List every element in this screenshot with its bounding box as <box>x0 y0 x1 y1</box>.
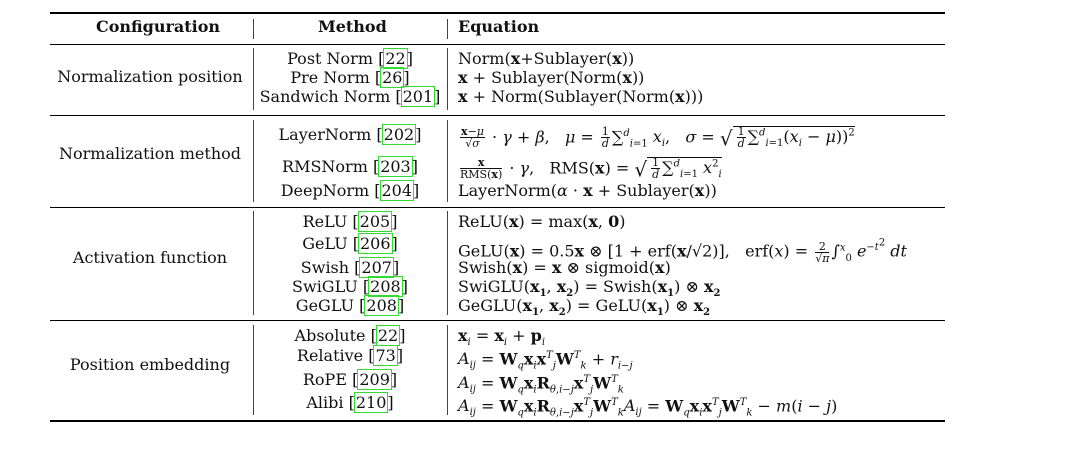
method-cell: RoPE [209] <box>302 370 398 389</box>
citation-link[interactable]: 206 <box>360 234 391 253</box>
top-rule <box>50 12 945 14</box>
header-method: Method <box>318 17 387 36</box>
header-equation: Equation <box>458 17 540 36</box>
method-cell: Swish [207] <box>300 258 400 277</box>
citation-link[interactable]: 202 <box>383 125 415 144</box>
group-label-normalization-method: Normalization method <box>58 144 241 163</box>
equation-relative: $A_{ij} = W_qx_ix^T_jW^T_k + r_{i-j}$ <box>458 349 633 372</box>
citation-link[interactable]: 208 <box>366 296 397 315</box>
method-cell: GeLU [206] <box>302 234 398 253</box>
method-name: Absolute <box>294 326 366 345</box>
equation-relu: ReLU(x) = max(x, 0) <box>458 212 626 231</box>
citation-link[interactable]: 22 <box>377 326 399 345</box>
equation-alibi: $A_{ij} = W_qx_iR_{\theta,i-j}x^T_jW^T_kA_{ij} = W_qx_ix^T_jW^T_k - m(i - j)$ <box>458 396 838 419</box>
method-cell: Alibi [210] <box>306 393 394 412</box>
separator-header-1 <box>253 19 254 39</box>
equation-geglu: $GeGLU(x_1$, $x_2$) = $GeLU(x_1)$ ⊗ $x_2$ <box>458 296 711 319</box>
method-cell: Pre Norm [26] <box>290 68 410 87</box>
group-label-activation-function: Activation function <box>72 248 228 267</box>
method-cell: GeGLU [208] <box>295 296 405 315</box>
method-name: Pre Norm <box>290 68 370 87</box>
header-configuration: Configuration <box>96 17 221 36</box>
method-cell: Absolute [22] <box>294 326 406 345</box>
method-name: Post Norm <box>287 49 373 68</box>
header-rule <box>50 44 945 45</box>
method-cell: Post Norm [22] <box>287 49 413 68</box>
equation-absolute: $x_i = x_i + p_i$ <box>458 326 546 349</box>
equation-layernorm: $\frac{x-\mu}{√\sigma}$ · γ + β, μ = $\frac{1}{d}$ ∑$^d_{i=1}$ $x_i$, σ = √ $\frac{1}{d}$ $\sum^d_{i=1}(x_i - \mu))^2$ <box>461 125 855 151</box>
citation-link[interactable]: 201 <box>402 87 434 106</box>
equation-post-norm: Norm(x+Sublayer(x)) <box>458 49 635 68</box>
method-cell: RMSNorm [203] <box>282 157 418 176</box>
method-name: RMSNorm <box>282 157 368 176</box>
method-name: Sandwich Norm <box>259 87 391 106</box>
citation-link[interactable]: 26 <box>382 68 403 87</box>
citation-link[interactable]: 22 <box>385 49 406 68</box>
separator-header-2 <box>447 19 448 39</box>
method-name: Relative <box>296 346 364 365</box>
equation-swiglu: $SwiGLU(x_1$, $x_2$) = $Swish(x_1)$ ⊗ $x_2$ <box>458 277 721 300</box>
group-rule-2 <box>50 207 945 208</box>
equation-pre-norm: x + Sublayer(Norm(x)) <box>458 68 645 87</box>
separator-group4-1 <box>253 325 254 415</box>
method-name: GeLU <box>302 234 348 253</box>
citation-link[interactable]: 207 <box>361 258 392 277</box>
method-name: SwiGLU <box>292 277 358 296</box>
separator-group4-2 <box>447 325 448 415</box>
equation-gelu: GeLU(x) = 0.5x ⊗ [1 + erf(x/√2)], erf(x) = $\frac{2}{√\pi}$ ∫$^x_0$ $e^{-t^2}$ dt <box>458 238 907 265</box>
equation-rmsnorm: $\frac{x}{\text{RMS(x)}}$ · γ, RMS(x) = √ $\frac{1}{d}$ ∑$^d_{i=1}$ $x^2_i$ <box>460 156 722 182</box>
equation-swish: Swish(x) = x ⊗ sigmoid(x) <box>458 258 671 277</box>
citation-link[interactable]: 205 <box>359 212 391 231</box>
separator-group1-1 <box>253 48 254 110</box>
citation-link[interactable]: 203 <box>380 157 411 176</box>
separator-group3-2 <box>447 211 448 315</box>
method-cell: Relative [73] <box>296 346 404 365</box>
equation-sandwich-norm: x + Norm(Sublayer(Norm(x))) <box>458 87 704 106</box>
citation-link[interactable]: 209 <box>359 370 390 389</box>
method-cell: SwiGLU [208] <box>292 277 408 296</box>
method-cell: ReLU [205] <box>302 212 398 231</box>
method-name: DeepNorm <box>280 181 370 200</box>
group-rule-1 <box>50 115 945 116</box>
equation-deepnorm: LayerNorm(α · x + Sublayer(x)) <box>458 181 717 200</box>
method-name: Swish <box>300 258 350 277</box>
citation-link[interactable]: 204 <box>381 181 413 200</box>
separator-group2-2 <box>447 120 448 202</box>
separator-group1-2 <box>447 48 448 110</box>
citation-link[interactable]: 210 <box>355 393 387 412</box>
method-name: LayerNorm <box>278 125 372 144</box>
group-label-position-embedding: Position embedding <box>69 355 231 374</box>
method-cell: LayerNorm [202] <box>278 125 422 144</box>
citation-link[interactable]: 73 <box>375 346 396 365</box>
method-name: GeGLU <box>295 296 355 315</box>
method-name: RoPE <box>302 370 347 389</box>
method-cell: Sandwich Norm [201] <box>259 87 441 106</box>
equation-rope: $A_{ij} = W_qx_iR_{\theta,i-j}x^T_jW^T_k$ <box>458 373 624 396</box>
separator-group2-1 <box>253 120 254 202</box>
group-label-normalization-position: Normalization position <box>57 67 243 86</box>
method-name: Alibi <box>306 393 344 412</box>
method-name: ReLU <box>302 212 348 231</box>
method-cell: DeepNorm [204] <box>280 181 420 200</box>
separator-group3-1 <box>253 211 254 315</box>
citation-link[interactable]: 208 <box>370 277 401 296</box>
